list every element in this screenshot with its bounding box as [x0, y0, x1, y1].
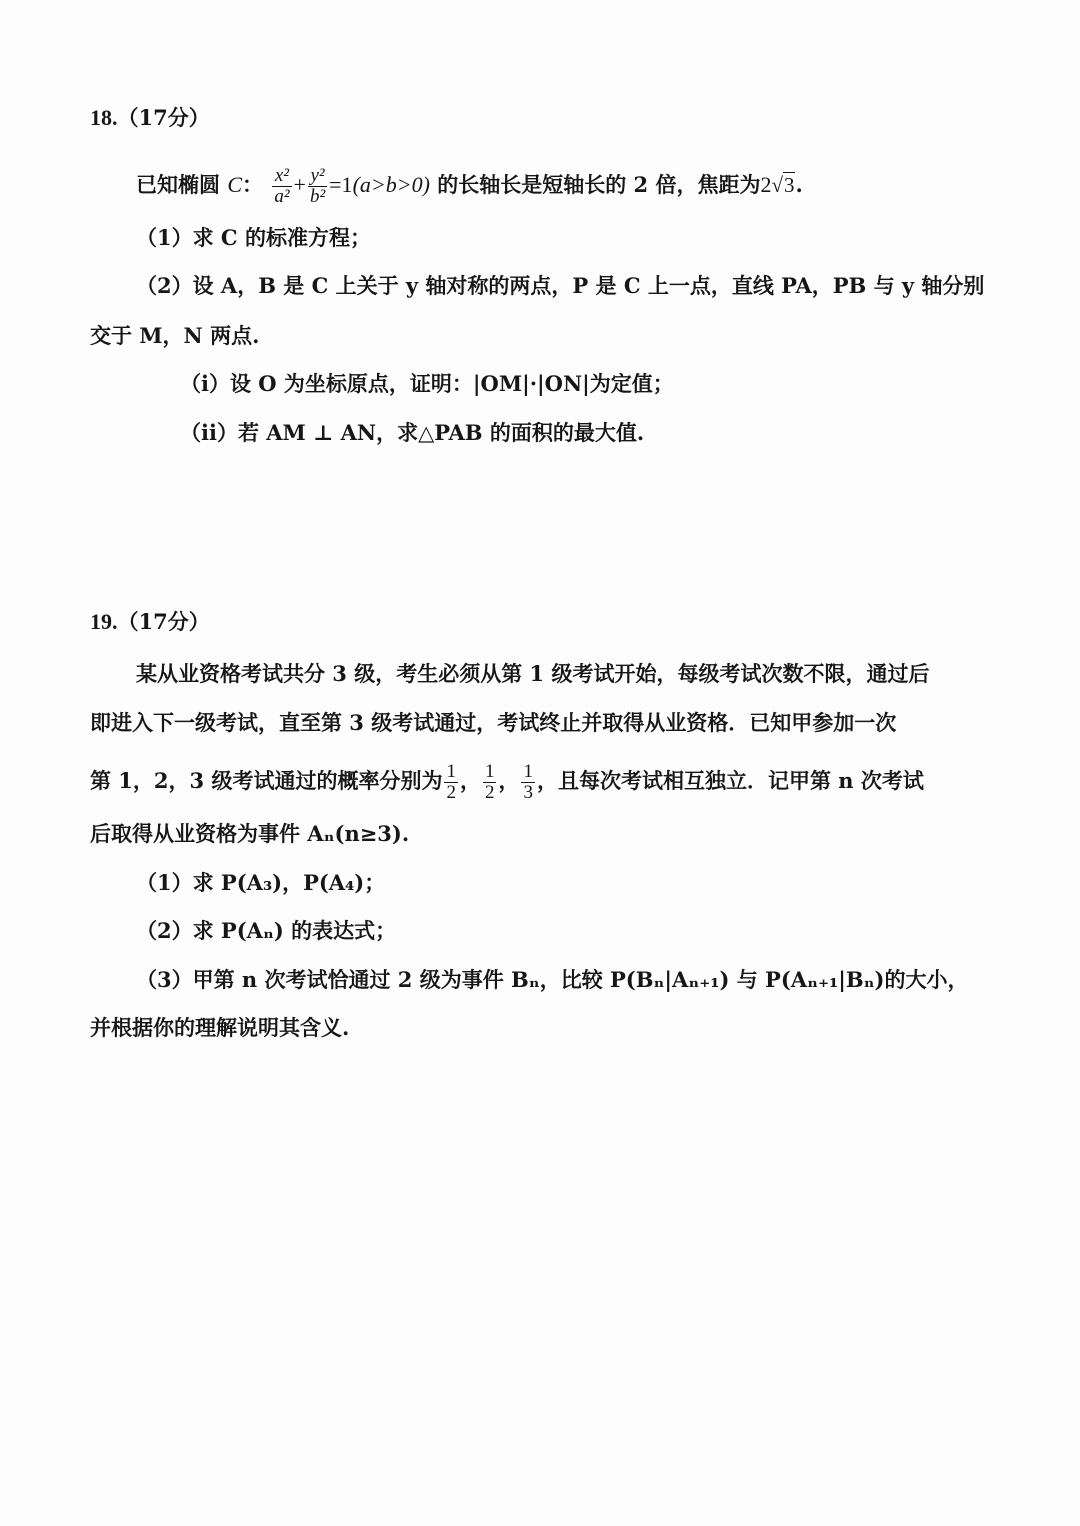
q18-curve-name: C: [227, 172, 242, 197]
q19-line3-pre: 第 1，2，3 级考试通过的概率分别为: [90, 768, 443, 793]
q18-part2-ii: （ⅱ）若 AM ⊥ AN，求△PAB 的面积的最大值.: [180, 420, 645, 445]
q18-part2-line1: （2）设 A，B 是 C 上关于 y 轴对称的两点，P 是 C 上一点，直线 PA，PB 与 y 轴分别: [136, 273, 985, 298]
q19-part3-line1: （3）甲第 n 次考试恰通过 2 级为事件 Bₙ，比较 P(Bₙ|Aₙ₊₁) 与 P(Aₙ₊₁|Bₙ)的大小，: [136, 967, 969, 992]
q18-frac-x-den: a²: [274, 186, 290, 207]
q18-frac-y-den: b²: [309, 186, 326, 207]
q19-part1: （1）求 P(A₃)，P(A₄)；: [136, 870, 386, 895]
q18-frac-x-num: x²: [272, 166, 291, 187]
q19-frac-2-den: 2: [484, 782, 495, 803]
q19-line3-post: ，且每次考试相互独立．记甲第 n 次考试: [536, 768, 924, 793]
q18-frac-y: [308, 166, 327, 207]
q18-heading: [90, 104, 210, 132]
q18-intro: [136, 166, 803, 207]
q19-frac-1-num: 1: [446, 761, 456, 782]
q19-sep2: ，: [498, 768, 520, 793]
q19-sep1: ，: [459, 768, 481, 793]
q18-colon: ：: [242, 172, 263, 197]
q19-part3-line2: 并根据你的理解说明其含义.: [90, 1015, 350, 1040]
q19-frac-3-num: 1: [523, 761, 533, 782]
q18-part2-line2: 交于 M，N 两点.: [90, 323, 260, 348]
q18-sqrt: √3: [771, 173, 795, 197]
q19-number: 19.: [90, 609, 118, 634]
q18-frac-x: [272, 166, 291, 207]
q19-frac-1: [444, 762, 458, 803]
q18-condition: (a>b>0): [352, 172, 430, 197]
q18-intro-mid: 的长轴长是短轴长的 2 倍，焦距为: [437, 172, 761, 197]
q18-score: （17分）: [117, 105, 210, 130]
q19-line3: [90, 762, 924, 803]
q19-score: （17分）: [117, 609, 210, 634]
q18-intro-end: .: [795, 172, 803, 197]
q18-frac-y-num: y²: [308, 166, 327, 187]
q19-line2: 即进入下一级考试，直至第 3 级考试通过，考试终止并取得从业资格．已知甲参加一次: [90, 710, 897, 735]
q19-frac-1-den: 2: [446, 782, 456, 803]
q18-sqrt-radicand: 3: [783, 173, 795, 197]
q19-frac-2-num: 1: [484, 761, 495, 782]
q19-frac-3: [521, 762, 535, 803]
q19-heading: [90, 608, 210, 636]
q19-line4: 后取得从业资格为事件 Aₙ(n≥3).: [90, 821, 410, 846]
q18-number: 18.: [90, 105, 118, 130]
q18-intro-pre: 已知椭圆: [136, 172, 220, 197]
q19-line1: 某从业资格考试共分 3 级，考生必须从第 1 级考试开始，每级考试次数不限，通过后: [136, 661, 930, 686]
q19-part2: （2）求 P(Aₙ) 的表达式；: [136, 918, 397, 943]
q18-focal-coef: 2: [760, 172, 772, 197]
q19-frac-2: [483, 762, 497, 803]
q18-equals: =1: [329, 172, 353, 197]
q19-frac-3-den: 3: [523, 782, 533, 803]
q18-part1: （1）求 C 的标准方程；: [136, 225, 371, 250]
q18-part2-i: （ⅰ）设 O 为坐标原点，证明：|OM|·|ON|为定值；: [180, 371, 674, 396]
q18-plus: +: [293, 172, 306, 197]
